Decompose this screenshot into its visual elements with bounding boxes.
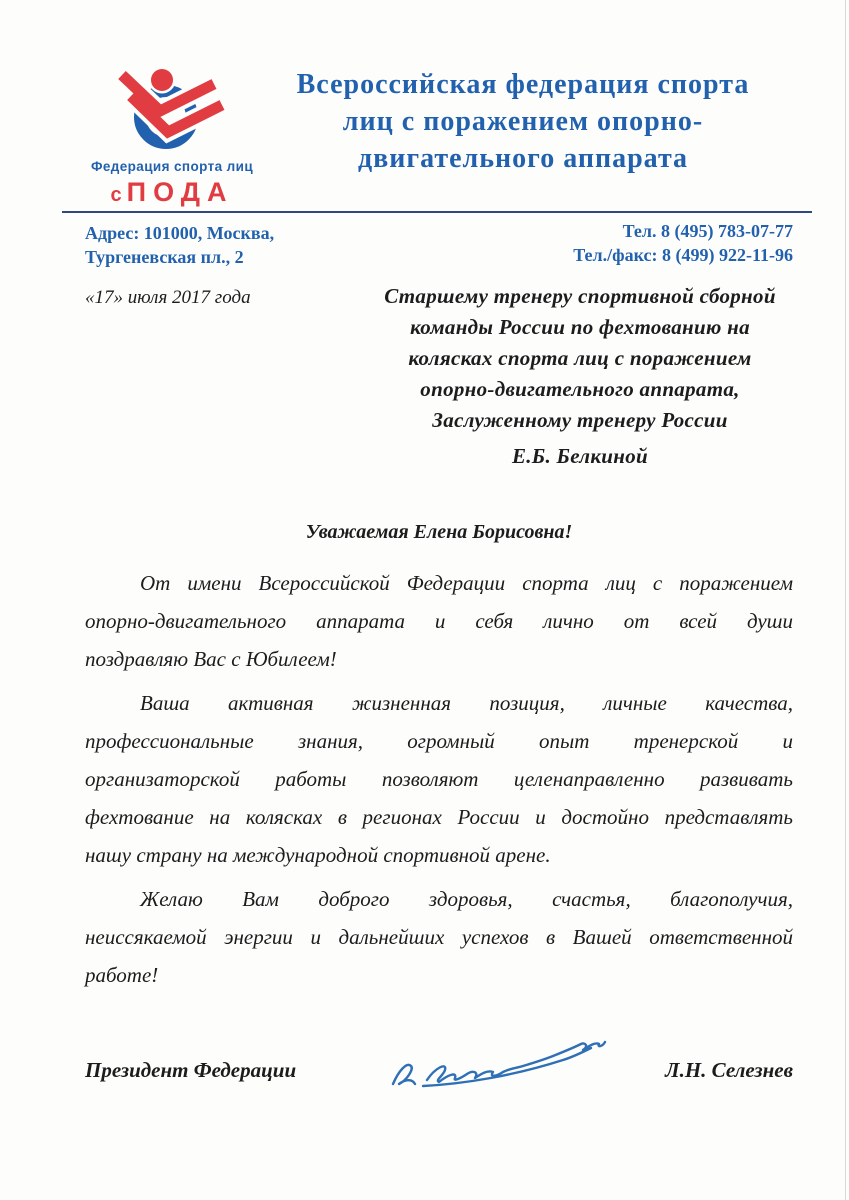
title-line: двигательного аппарата	[357, 143, 689, 174]
body-line: Желаю Вам доброго здоровья, счастья, благополучия,	[140, 887, 793, 911]
federation-logo	[88, 56, 256, 208]
recipient-line: Заслуженному тренеру России	[432, 408, 728, 432]
logo-abbr-prefix: с	[110, 184, 127, 206]
recipient-block	[355, 281, 805, 472]
wheelchair-figure-logo-icon	[118, 56, 226, 152]
address-block	[85, 221, 274, 269]
recipient-line: Старшему тренеру спортивной сборной	[384, 284, 776, 308]
organization-title	[258, 66, 788, 177]
paragraph	[85, 880, 793, 994]
scan-edge-artifact	[845, 0, 846, 1200]
phone-fax-line: Тел./факс: 8 (499) 922-11-96	[573, 245, 793, 265]
phone-line: Тел. 8 (495) 783-07-77	[622, 221, 793, 241]
recipient-line: опорно-двигательного аппарата,	[420, 377, 740, 401]
letter-body	[85, 564, 793, 1000]
signature-row	[85, 1046, 793, 1126]
title-line: лиц с поражением опорно-	[342, 106, 704, 137]
recipient-line: колясках спорта лиц с поражением	[408, 346, 752, 370]
address-line: Адрес: 101000, Москва,	[85, 223, 275, 243]
body-line: неиссякаемой энергии и дальнейших успехов в Вашей ответственной	[85, 925, 793, 949]
body-line: организаторской работы позволяют целенаправленно развивать	[85, 767, 793, 791]
signer-title: Президент Федерации	[85, 1058, 297, 1082]
handwritten-signature-image	[383, 1032, 613, 1099]
body-line: Ваша активная жизненная позиция, личные качества,	[140, 691, 793, 715]
header-divider	[62, 211, 812, 213]
logo-caption: Федерация спорта лиц	[90, 159, 254, 174]
salutation: Уважаемая Елена Борисовна!	[305, 521, 573, 543]
body-line: опорно-двигательного аппарата и себя лично от всей души	[85, 609, 793, 633]
body-line: От имени Всероссийской Федерации спорта лиц с поражением	[140, 571, 793, 595]
logo-abbreviation	[88, 177, 256, 208]
letter-date: «17» июля 2017 года	[85, 287, 251, 308]
body-line: поздравляю Вас с Юбилеем!	[85, 647, 337, 671]
body-line: работе!	[85, 963, 159, 987]
signer-name: Л.Н. Селезнев	[665, 1058, 793, 1082]
title-line: Всероссийская федерация спорта	[296, 69, 750, 100]
body-line: нашу страну на международной спортивной арене.	[85, 843, 551, 867]
recipient-name: Е.Б. Белкиной	[511, 444, 649, 468]
paragraph	[85, 564, 793, 678]
logo-abbr-main: ПОДА	[126, 177, 234, 207]
paragraph	[85, 684, 793, 874]
body-line: фехтование на колясках в регионах России и достойно представлять	[85, 805, 793, 829]
phone-block	[573, 219, 793, 267]
address-line: Тургеневская пл., 2	[85, 247, 244, 267]
recipient-line: команды России по фехтованию на	[410, 315, 750, 339]
body-line: профессиональные знания, огромный опыт тренерской и	[85, 729, 793, 753]
